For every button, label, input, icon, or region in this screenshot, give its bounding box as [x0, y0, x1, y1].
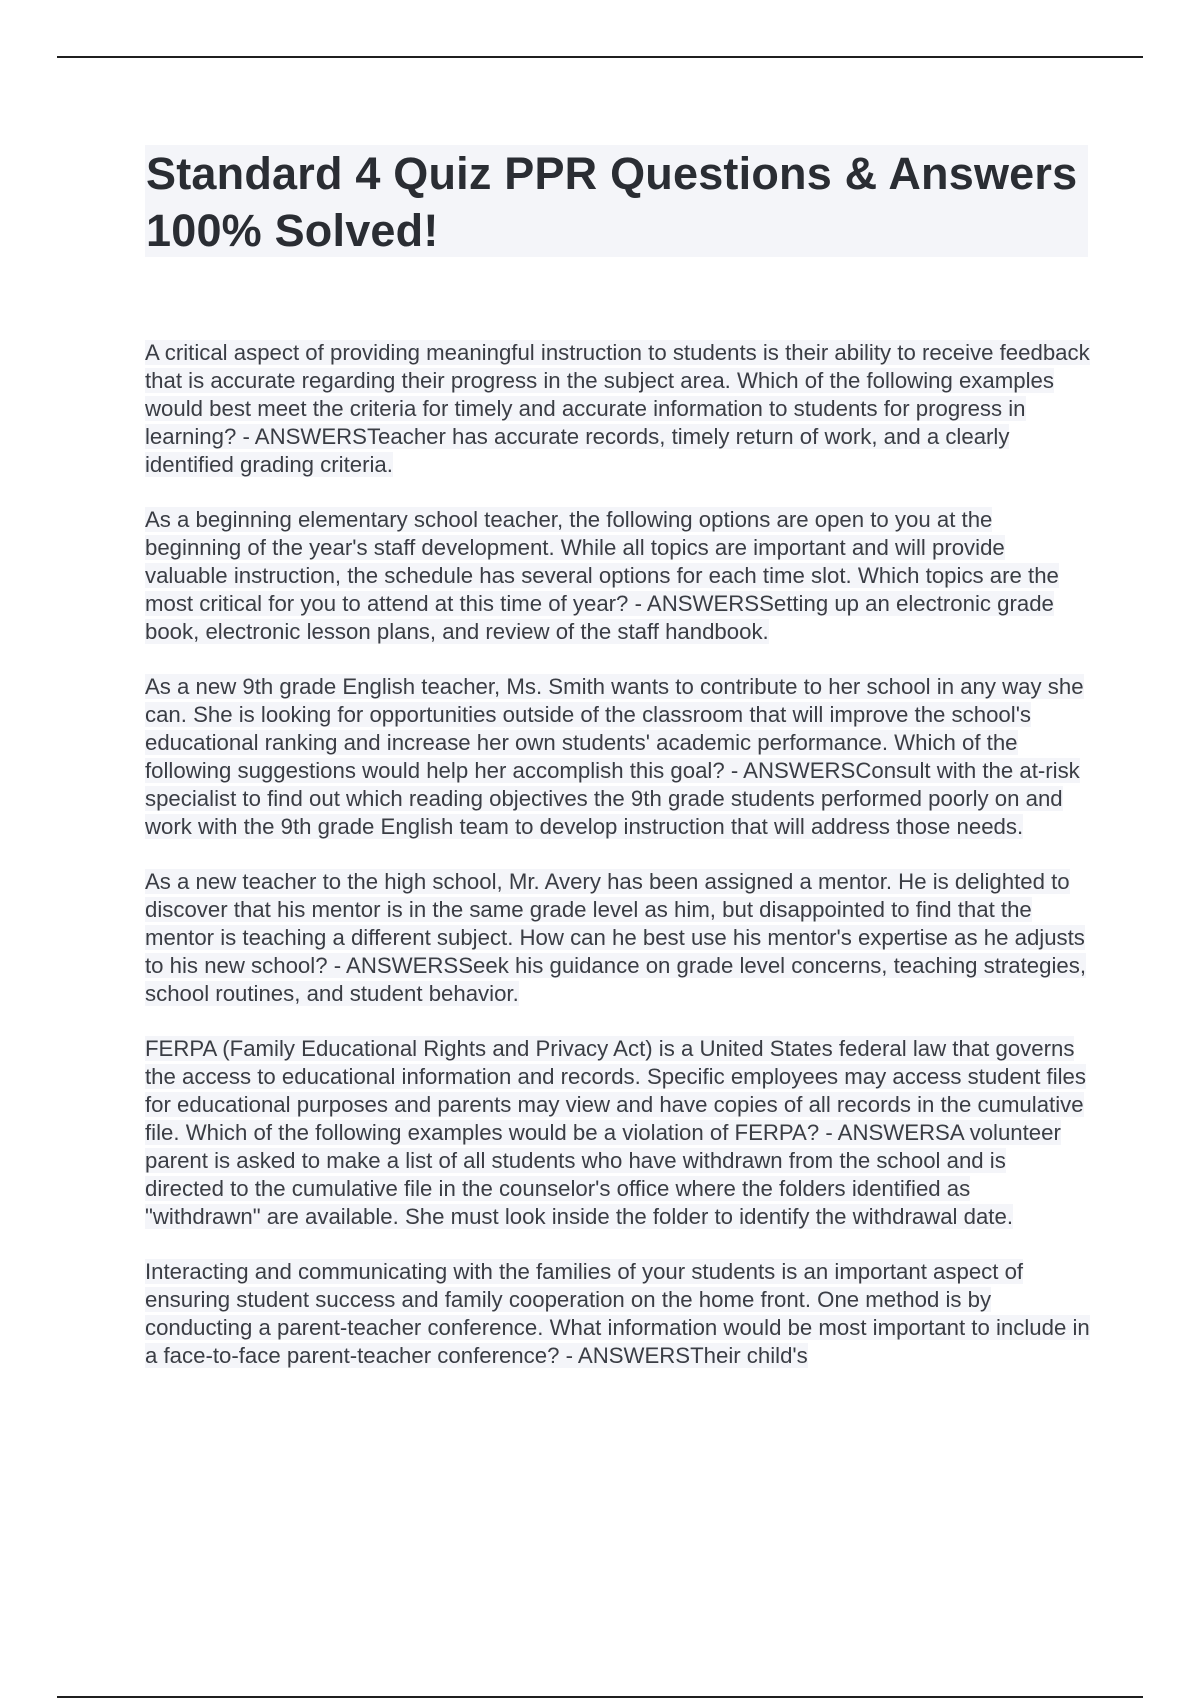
qa-item — [145, 1258, 1090, 1370]
top-divider — [57, 56, 1143, 58]
qa-text: Interacting and communicating with the families of your students is an important aspect of ensuring student success and family cooperation on the home front. One method is by conducting a parent-teacher conference. What information would be most important to include in a face-to-face parent-teacher conference? - ANSWERSTheir child's — [145, 1259, 1090, 1368]
qa-item — [145, 506, 1090, 646]
qa-text: As a new 9th grade English teacher, Ms. Smith wants to contribute to her school in any way she can. She is looking for opportunities outside of the classroom that will improve the school's educational ranking and increase her own students' academic performance. Which of the following suggestions would help her accomplish this goal? - ANSWERSConsult with the at-risk specialist to find out which reading objectives the 9th grade students performed poorly on and work with the 9th grade English team to develop instruction that will address those needs. — [145, 674, 1084, 839]
qa-item — [145, 1035, 1090, 1231]
qa-text: As a new teacher to the high school, Mr. Avery has been assigned a mentor. He is delighted to discover that his mentor is in the same grade level as him, but disappointed to find that the mentor is teaching a different subject. How can he best use his mentor's expertise as he adjusts to his new school? - ANSWERSSeek his guidance on grade level concerns, teaching strategies, school routines, and student behavior. — [145, 869, 1087, 1006]
title-block — [145, 145, 1088, 257]
bottom-divider — [57, 1696, 1143, 1698]
qa-text: FERPA (Family Educational Rights and Privacy Act) is a United States federal law that governs the access to educational information and records. Specific employees may access student files for educational purposes and parents may view and have copies of all records in the cumulative file. Which of the following examples would be a violation of FERPA? - ANSWERSA volunteer parent is asked to make a list of all students who have withdrawn from the school and is directed to the cumulative file in the counselor's office where the folders identified as "withdrawn" are available. She must look inside the folder to identify the withdrawal date. — [145, 1036, 1086, 1229]
qa-item — [145, 673, 1090, 841]
qa-item — [145, 868, 1090, 1008]
qa-text: A critical aspect of providing meaningful instruction to students is their ability to receive feedback that is accurate regarding their progress in the subject area. Which of the following examples would best meet the criteria for timely and accurate information to students for progress in learning? - ANSWERSTeacher has accurate records, timely return of work, and a clearly identified grading criteria. — [145, 340, 1090, 477]
qa-text: As a beginning elementary school teacher, the following options are open to you at the beginning of the year's staff development. While all topics are important and will provide valuable instruction, the schedule has several options for each time slot. Which topics are the most critical for you to attend at this time of year? - ANSWERSSetting up an electronic grade book, electronic lesson plans, and review of the staff handbook. — [145, 507, 1059, 644]
document-title: Standard 4 Quiz PPR Questions & Answers 100% Solved! — [146, 148, 1078, 256]
qa-item — [145, 339, 1090, 479]
question-answer-list — [145, 339, 1090, 1397]
